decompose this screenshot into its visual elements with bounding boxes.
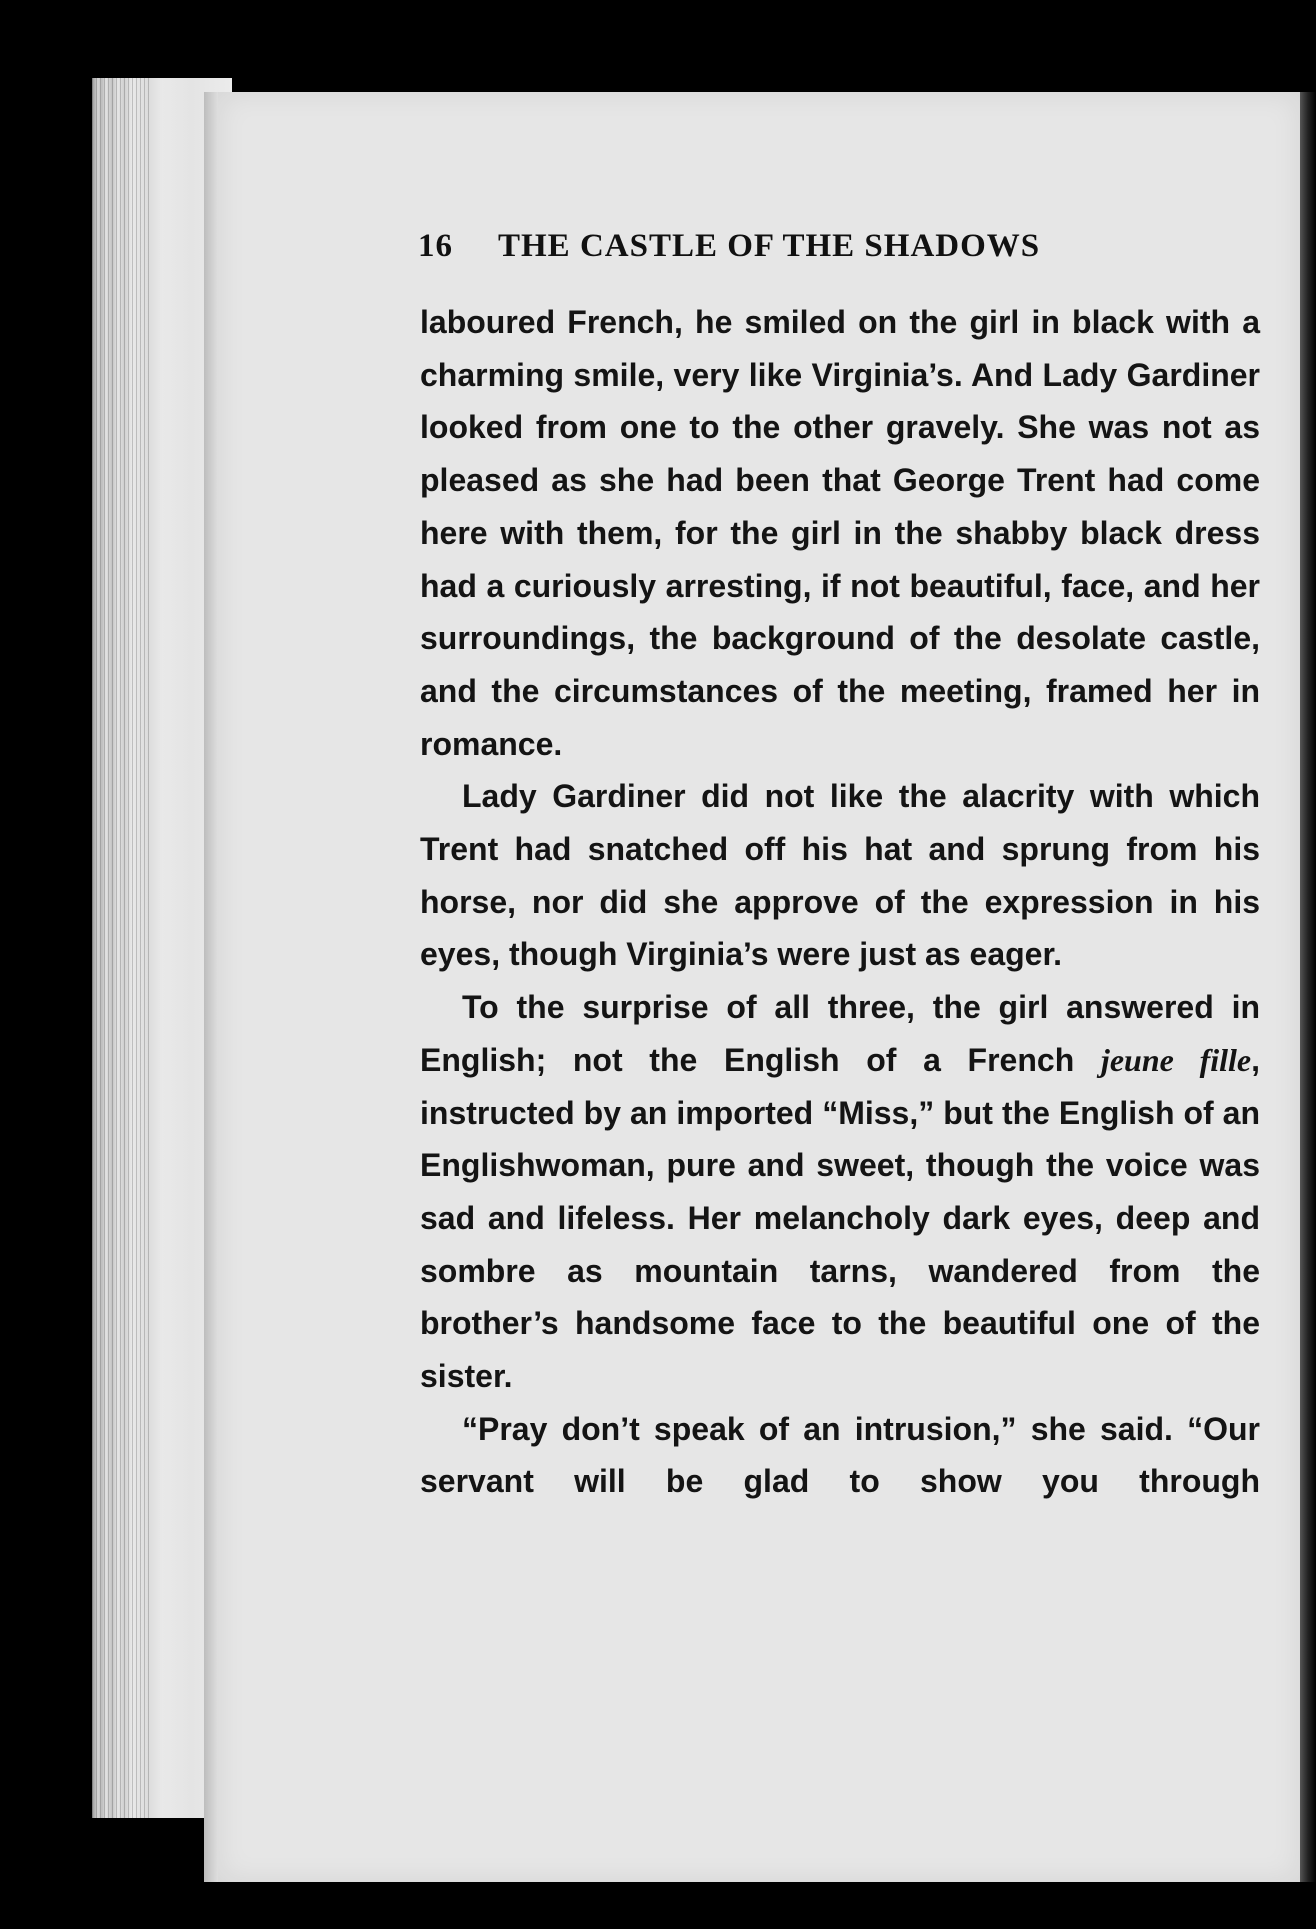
paragraph-4: “Pray don’t speak of an intrusion,” she said. “Our servant will be glad to show you through	[420, 1410, 1260, 1500]
paragraph-2: Lady Gardiner did not like the alacrity with which Trent had snatched off his hat and sprung from his horse, nor did she approve of the expression in his eyes, though Virginia’s were just as eager.	[420, 778, 1260, 973]
binding-shadow	[1300, 92, 1316, 1882]
paragraph-3-end: , instructed by an imported “Miss,” but the English of an Englishwoman, pure and sweet, though the voice was sad and lifeless. Her melancholy dark eyes, deep and sombre as mountain tarns, wandered from the brother’s handsome face to the beautiful one of the sister.	[420, 1041, 1261, 1395]
running-title: THE CASTLE OF THE SHADOWS	[498, 228, 1041, 264]
body-text	[420, 296, 1260, 1508]
running-header	[418, 228, 1218, 265]
paragraph-3-start: To the surprise of all three, the girl answered in English; not the English of a French	[420, 989, 1260, 1078]
page-number: 16	[418, 228, 453, 264]
paragraph-1: laboured French, he smiled on the girl in black with a charming smile, very like Virginia’s. And Lady Gardiner looked from one to the other gravely. She was not as pleased as she had been that George Trent had come here with them, for the girl in the shabby black dress had a curiously arresting, if not beautiful, face, and her surroundings, the background of the desolate castle, and the circumstances of the meeting, framed her in romance.	[420, 304, 1260, 762]
italic-phrase: jeune fille	[1100, 1041, 1252, 1078]
paragraph-3	[420, 981, 1260, 1403]
